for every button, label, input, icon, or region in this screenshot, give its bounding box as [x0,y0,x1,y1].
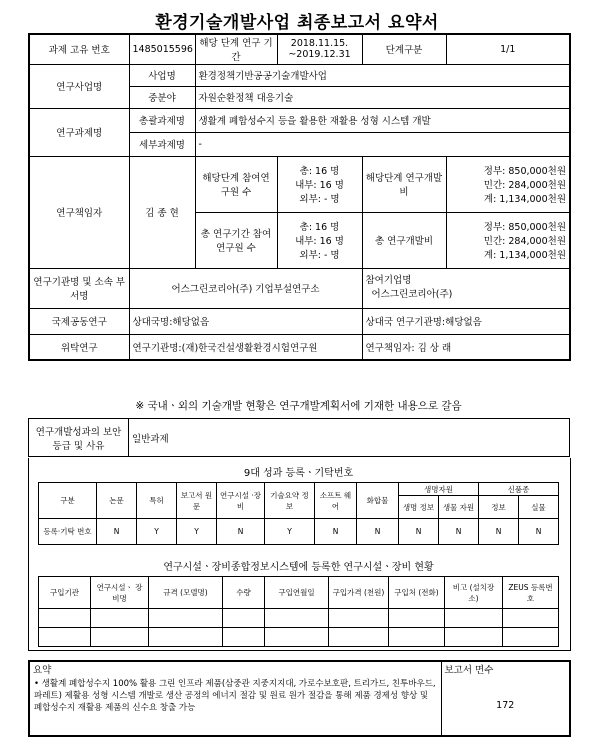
perf-value: N [315,519,357,545]
perf-header-11: 실물 [519,496,559,519]
intl-org: 상대국 연구기관명:해당없음 [362,308,570,334]
facility-header: 구입기관 [39,577,91,609]
program-label: 연구사업명 [29,64,129,108]
facility-header: 구입가격 (천원) [329,577,389,609]
perf-header-5: 기술요약 정보 [265,483,315,519]
sub-project: - [195,132,570,156]
perf-value: N [97,519,137,545]
facility-header: 비고 (설치장소) [445,577,503,609]
perf-table [38,482,559,545]
security-value: 일반과제 [129,419,570,457]
perf-value: Y [137,519,177,545]
stage-cost-label: 해당단계 연구개발비 [362,156,446,212]
perf-group-new: 신품종 [479,483,559,496]
consign-label: 위탁연구 [29,334,129,360]
perf-value: N [519,519,559,545]
total-cost: 정부: 850,000천원 민간: 284,000천원 계: 1,134,000천원 [446,212,570,268]
facility-header: 규격 (모델명) [149,577,223,609]
task-id: 1485015596 [129,34,195,64]
perf-header-9: 생물 자원 [439,496,479,519]
perf-title: 9대 성과 등록ㆍ기탁번호 [243,468,354,479]
total-researchers-label: 총 연구기간 참여연구원 수 [195,212,277,268]
stage: 1/1 [446,34,570,64]
note-text: ※ 국내ㆍ외의 기술개발 현황은 연구개발계획서에 기재한 내용으로 갈음 [135,400,462,412]
intl-country: 상대국명:해당없음 [129,308,362,334]
stage-researchers: 총: 16 명 내부: 16 명 외부: - 명 [277,156,362,212]
facility-header: ZEUS 등록번호 [503,577,559,609]
security-label: 연구개발성과의 보안등급 및 사유 [29,419,129,457]
perf-value: Y [265,519,315,545]
security-table [28,418,570,457]
perf-header-10: 정보 [479,496,519,519]
perf-value: N [217,519,265,545]
org-label: 연구기관명 및 소속 부서명 [29,268,129,308]
stage-label: 단계구분 [362,34,446,64]
summary-bullet: • 생활계 폐합성수지 100% 활용 그린 인프라 제품(삼중관 지중지지대, 가로수보호판, 트리가드, 친투바우드, 파레트) 제활용 성형 시스템 개발로 생산 공정의 에너지 절감 및 원료 원가 절감을 통해 제품 경제성 향상 및 폐합성수지 재활용 제품의 신수요 창출 가능 [34,679,436,713]
facility-title: 연구시설ㆍ장비종합정보시스템에 등록한 연구시설ㆍ장비 현황 [163,562,434,573]
perf-header-8: 생명 정보 [399,496,439,519]
facility-header: 수량 [223,577,265,609]
table-row [39,609,559,628]
total-cost-label: 총 연구개발비 [362,212,446,268]
summary-body [29,676,441,736]
field: 자원순환정책 대응기술 [195,86,570,108]
period: 2018.11.15. ~2019.12.31 [277,34,362,64]
pages-label: 보고서 면수 [441,661,570,676]
facility-header: 연구시설ㆍ 장비명 [91,577,149,609]
perf-value: N [399,519,439,545]
partner: 참여기업명 어스그린코리아(주) [362,268,570,308]
perf-value: N [479,519,519,545]
facility-header: 구입연월일 [265,577,329,609]
program-name: 환경정책기반공공기술개발사업 [195,64,570,86]
consign-org: 연구기관명:(재)한국건설생활환경시험연구원 [129,334,362,360]
perf-header-4: 연구시설 ·장비 [217,483,265,519]
main-project: 생활계 폐합성수지 등을 활용한 재활용 성형 시스템 개발 [195,108,570,132]
field-label: 중분야 [129,86,195,108]
perf-header-6: 소프트 웨어 [315,483,357,519]
summary-table [28,660,571,737]
perf-header-3: 보고서 원문 [177,483,217,519]
total-researchers: 총: 16 명 내부: 16 명 외부: - 명 [277,212,362,268]
perf-header-7: 화합물 [357,483,399,519]
main-project-label: 총괄과제명 [129,108,195,132]
perf-value: Y [177,519,217,545]
summary-label: 요약 [29,661,441,676]
stage-cost: 정부: 850,000천원 민간: 284,000천원 계: 1,134,000천원 [446,156,570,212]
perf-group-bio: 생명자원 [399,483,479,496]
summary-info-table [28,33,571,361]
perf-header-1: 논문 [97,483,137,519]
perf-row-label: 등록·기탁 번호 [39,519,97,545]
perf-header-2: 특허 [137,483,177,519]
table-row [39,628,559,647]
perf-value: N [357,519,399,545]
task-id-label: 과제 고유 번호 [29,34,129,64]
perf-value: N [439,519,479,545]
period-label: 해당 단계 연구 기간 [195,34,277,64]
perf-header-0: 구분 [39,483,97,519]
pages-value: 172 [441,676,570,736]
facility-table [38,576,559,647]
page-title: 환경기술개발사업 최종보고서 요약서 [155,13,439,33]
project-label: 연구과제명 [29,108,129,156]
facility-header: 구입처 (전화) [389,577,445,609]
pi-label: 연구책임자 [29,156,129,268]
pi-name: 김 종 현 [129,156,195,268]
org: 어스그린코리아(주) 기업부설연구소 [129,268,362,308]
intl-label: 국제공동연구 [29,308,129,334]
sub-project-label: 세부과제명 [129,132,195,156]
consign-pi: 연구책임자: 김 상 래 [362,334,570,360]
stage-researchers-label: 해당단계 참여연구원 수 [195,156,277,212]
program-name-label: 사업명 [129,64,195,86]
